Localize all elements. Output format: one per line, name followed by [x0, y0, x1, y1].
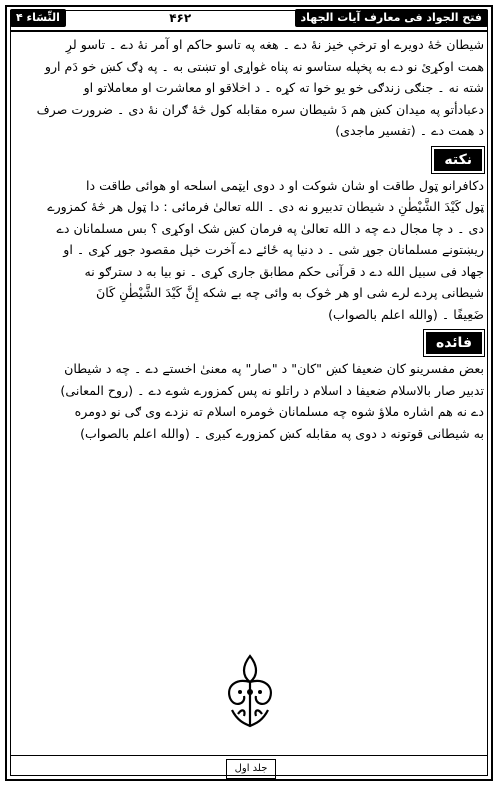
- header-rule: [10, 30, 488, 32]
- faida-paragraph: [14, 358, 484, 444]
- footer-rule: [10, 755, 488, 756]
- surah-label: النِّسَاء ۴: [16, 11, 60, 24]
- text-line: دی ۔ د چا مجال دے چه د الله تعالیٰ په فرمان کښ شک اوکړی ؟ بس مسلمانان دے: [56, 220, 484, 236]
- book-title: فتح الجواد فی معارف آیات الجهاد: [300, 11, 482, 24]
- text-line: تدبیر صار بالاسلام ضعیفا د اسلام د راتلو نه پس کمزورے شوے دے ۔ (روح المعانی): [60, 382, 484, 398]
- text-line: ټول كَيْدَ الشَّيْطٰنِ د شيطان تدبیرو نه دی ۔ الله تعالیٰ فرمائی : دا ټول هر څۀ کمزورے: [47, 199, 484, 214]
- floral-ornament-icon: [218, 652, 282, 732]
- page-header: [10, 8, 488, 28]
- text-line: دے نه هم اشاره ملاؤ شوه چه مسلمانان څومره اسلام ته نزدے وی ګی نو دومره: [74, 404, 484, 419]
- text-line: جهاد فی سبیل الله دے د قرآنی حکم مطابق جاری کړی ۔ نو بیا به د سترګو نه: [84, 263, 484, 279]
- text-line: همت اوکړئ نو دے به پخپله ستاسو نه پناه غواړی او تښتی به ۔ په ډګ کښ خو دَم ارو: [44, 58, 484, 74]
- intro-paragraph: [14, 34, 484, 142]
- text-line: بعض مفسرینو کان ضعیفا کښ "کان" د "صار" په معنیٰ اخستے دے ۔ چه د شیطان: [64, 361, 484, 376]
- book-title-box: [295, 9, 488, 27]
- text-line: ضَعِيفًا ۔ (والله اعلم بالصواب): [328, 306, 484, 322]
- faida-heading-row: [14, 330, 484, 356]
- nukta-paragraph: [14, 175, 484, 326]
- page-body: [14, 34, 484, 444]
- surah-label-box: [10, 9, 66, 27]
- text-line: د همت دے ۔ (تفسیر ماجدی): [335, 123, 484, 138]
- text-line: شته نه ۔ جنګی زندګی خو یو خوا ته کړه ۔ د اخلاقو او معاشرت او معاملاتو او: [83, 80, 484, 95]
- nukta-heading-row: [14, 147, 484, 173]
- text-line: به شیطانی قوتونه د دوی په مقابله کښ کمزورے کیږی ۔ (والله اعلم بالصواب): [80, 425, 484, 441]
- page-number: ۴۶۲: [169, 11, 192, 25]
- faida-heading: فائده: [424, 330, 484, 356]
- nukta-heading: نکته: [432, 147, 484, 173]
- volume-label: جلد اول: [226, 759, 276, 779]
- text-line: دعبادأتو په میدان کښ هم دَ شیطان سره مقابله کول څۀ ګران نۀ دی ۔ ضرورت صرف: [36, 101, 484, 117]
- text-line: ریښتونے مسلمانان جوړ شی ۔ د دنیا په ځائے دے آخرت خپل مقصود جوړ کړی ۔ او: [63, 242, 484, 257]
- text-line: دکافرانو ټول طاقت او شان شوکت او د دوی ایټمی اسلحه او هوائی طاقت دا: [85, 177, 484, 193]
- text-line: شیطانی پردے لرے شی او هر څوک به وائی چه بے شکه إِنَّ كَيْدَ الشَّيْطٰنِ كَانَ: [95, 285, 484, 300]
- text-line: شیطان څۀ دویرے او ترخې خیز نۀ دے ۔ هغه په تاسو حاکم او آمر نۀ دے ۔ تاسو لرِ: [65, 37, 484, 52]
